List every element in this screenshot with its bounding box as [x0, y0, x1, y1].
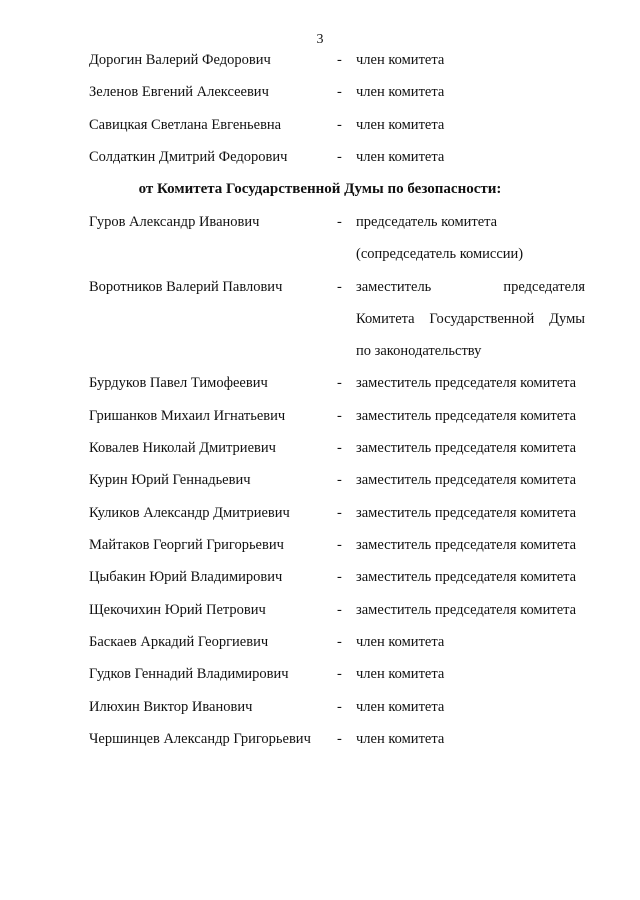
dash-separator: -	[337, 278, 342, 295]
member-row-continuation	[0, 343, 640, 375]
member-row	[0, 699, 640, 732]
member-name: Воротников Валерий Павлович	[89, 278, 283, 295]
dash-separator: -	[337, 440, 342, 457]
member-role: член комитета	[356, 731, 445, 748]
member-row	[0, 537, 640, 569]
member-row	[0, 84, 640, 116]
member-name: Гудков Геннадий Владимирович	[89, 666, 289, 683]
member-role: заместитель председателя комитета	[356, 472, 577, 489]
member-row	[0, 52, 640, 84]
member-role: заместитель председателя	[356, 278, 585, 295]
member-row	[0, 408, 640, 440]
dash-separator: -	[337, 375, 342, 392]
member-name: Куликов Александр Дмитриевич	[89, 504, 290, 521]
dash-separator: -	[337, 536, 342, 553]
member-row	[0, 149, 640, 181]
dash-separator: -	[337, 569, 342, 586]
dash-separator: -	[337, 666, 342, 683]
dash-separator: -	[337, 407, 342, 424]
member-role: член комитета	[356, 698, 445, 715]
member-row	[0, 731, 640, 764]
dash-separator: -	[337, 731, 342, 748]
member-row	[0, 602, 640, 634]
dash-separator: -	[337, 116, 342, 133]
member-name: Зеленов Евгений Алексеевич	[89, 84, 269, 101]
member-role-continuation: по законодательству	[356, 343, 482, 360]
member-name: Майтаков Георгий Григорьевич	[89, 536, 284, 553]
member-role: заместитель председателя комитета	[356, 504, 577, 521]
member-name: Солдаткин Дмитрий Федорович	[89, 148, 288, 165]
member-row	[0, 375, 640, 407]
member-row-continuation	[0, 246, 640, 278]
member-name: Щекочихин Юрий Петрович	[89, 601, 266, 618]
member-role: член комитета	[356, 666, 445, 683]
dash-separator: -	[337, 633, 342, 650]
member-role: заместитель председателя комитета	[356, 440, 577, 457]
member-name: Гуров Александр Иванович	[89, 214, 260, 230]
member-role-continuation: (сопредседатель комиссии)	[356, 246, 524, 263]
member-name: Баскаев Аркадий Георгиевич	[89, 633, 269, 650]
member-role: заместитель председателя комитета	[356, 569, 577, 586]
dash-separator: -	[337, 84, 342, 101]
dash-separator: -	[337, 52, 342, 68]
member-role: член комитета	[356, 84, 445, 101]
section-title: от Комитета Государственной Думы по безопасности:	[138, 181, 502, 197]
member-role: председатель комитета	[356, 214, 498, 230]
member-role: член комитета	[356, 633, 445, 650]
member-row	[0, 634, 640, 667]
member-role: заместитель председателя комитета	[356, 375, 577, 392]
member-role: член комитета	[356, 52, 445, 68]
dash-separator: -	[337, 148, 342, 165]
member-name: Цыбакин Юрий Владимирович	[89, 569, 283, 586]
member-role: заместитель председателя комитета	[356, 407, 577, 424]
member-name: Дорогин Валерий Федорович	[89, 52, 271, 68]
member-row	[0, 472, 640, 504]
member-list-security	[0, 214, 640, 764]
dash-separator: -	[337, 698, 342, 715]
member-row	[0, 440, 640, 472]
page-number: 3	[316, 32, 324, 47]
member-row	[0, 279, 640, 311]
member-name: Савицкая Светлана Евгеньевна	[89, 116, 282, 133]
member-name: Бурдуков Павел Тимофеевич	[89, 375, 268, 392]
member-row	[0, 214, 640, 246]
member-name: Курин Юрий Геннадьевич	[89, 472, 251, 489]
member-role-continuation: Комитета Государственной Думы	[356, 310, 585, 327]
member-name: Илюхин Виктор Иванович	[89, 698, 253, 715]
member-row	[0, 117, 640, 149]
member-name: Ковалев Николай Дмитриевич	[89, 440, 276, 457]
dash-separator: -	[337, 214, 342, 230]
member-role: заместитель председателя комитета	[356, 536, 577, 553]
member-row-continuation	[0, 311, 640, 343]
member-row	[0, 569, 640, 601]
member-row	[0, 666, 640, 699]
member-role: член комитета	[356, 148, 445, 165]
member-role: заместитель председателя комитета	[356, 601, 577, 618]
member-row	[0, 505, 640, 537]
dash-separator: -	[337, 472, 342, 489]
member-list-top	[0, 52, 640, 181]
dash-separator: -	[337, 601, 342, 618]
member-role: член комитета	[356, 116, 445, 133]
dash-separator: -	[337, 504, 342, 521]
member-name: Гришанков Михаил Игнатьевич	[89, 407, 286, 424]
member-name: Чершинцев Александр Григорьевич	[89, 731, 311, 748]
